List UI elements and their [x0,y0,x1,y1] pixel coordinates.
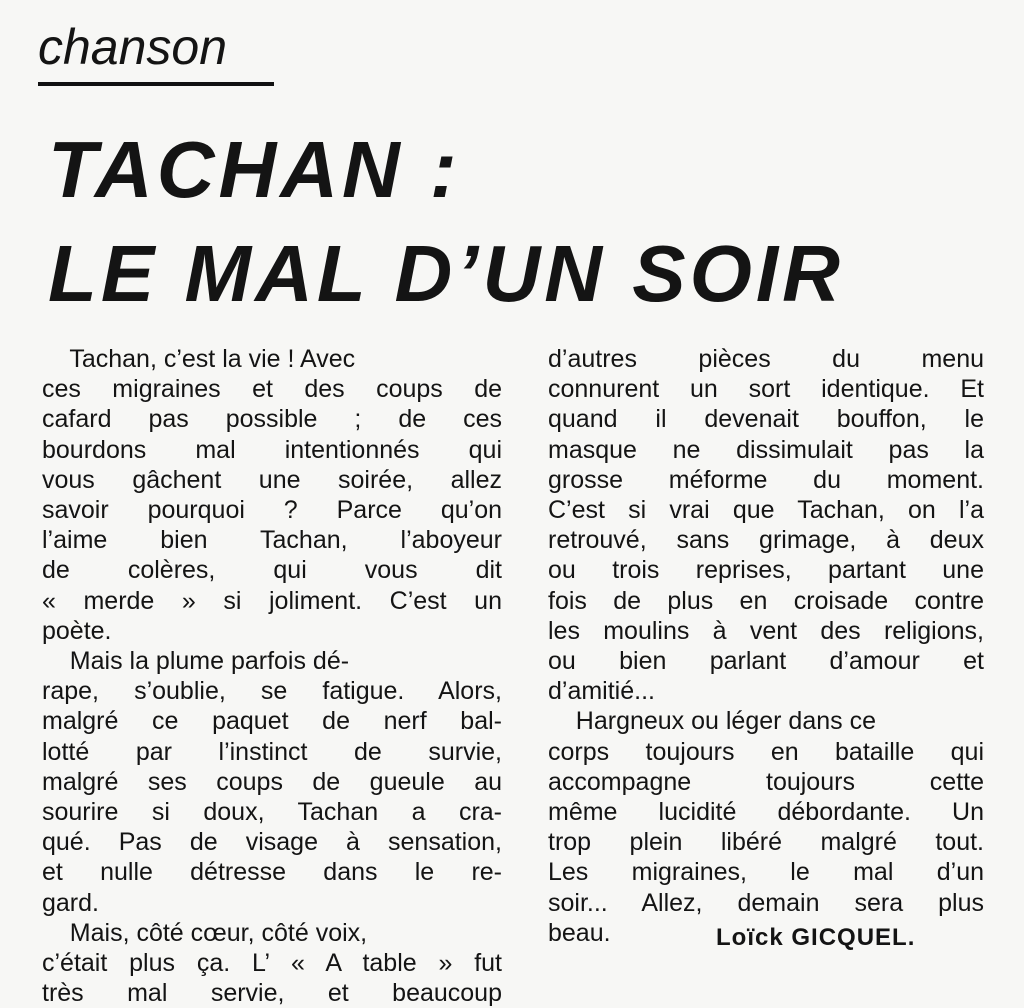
text-line: retrouvé, sans grimage, à deux [548,526,984,555]
text-line: Hargneux ou léger dans ce [548,707,876,736]
text-line: et nulle détresse dans le re- [42,858,502,887]
headline-line-2: LE MAL D’UN SOIR [48,229,844,318]
article-column-right [548,344,984,948]
text-line: ou bien parlant d’amour et [548,647,984,676]
text-line: fois de plus en croisade contre [548,586,984,615]
article-column-left [42,344,502,1008]
text-line: ces migraines et des coups de [42,375,502,404]
text-line: savoir pourquoi ? Parce qu’on [42,496,502,525]
text-line: c’était plus ça. L’ « A table » fut [42,949,502,978]
text-line: « merde » si joliment. C’est un [42,586,502,615]
text-line: l’aime bien Tachan, l’aboyeur [42,526,502,555]
text-line: ou trois reprises, partant une [548,556,984,585]
text-line: même lucidité débordante. Un [548,798,984,827]
rubric-underline [38,82,274,86]
text-line: connurent un sort identique. Et [548,375,984,404]
text-line: les moulins à vent des religions, [548,616,984,645]
author-signature: Loïck GICQUEL. [716,924,916,951]
text-line: gard. [42,888,99,917]
text-line: Mais, côté cœur, côté voix, [42,918,368,947]
text-line: bourdons mal intentionnés qui [42,435,502,464]
headline [48,118,1018,326]
text-line: quand il devenait bouffon, le [548,405,984,434]
text-line: poète. [42,616,112,645]
text-line: trop plein libéré malgré tout. [548,828,984,857]
text-line: très mal servie, et beaucoup [42,979,502,1008]
text-line: soir... Allez, demain sera plus [548,888,984,917]
text-line: Les migraines, le mal d’un [548,858,984,887]
text-line: vous gâchent une soirée, allez [42,465,502,494]
text-line: de colères, qui vous dit [42,556,502,585]
text-line: grosse méforme du moment. [548,465,984,494]
text-line: Tachan, c’est la vie ! Avec [42,345,356,373]
text-line: qué. Pas de visage à sensation, [42,828,502,857]
text-line: Mais la plume parfois dé- [42,647,350,676]
text-line: corps toujours en bataille qui [548,737,984,766]
text-line: lotté par l’instinct de survie, [42,737,502,766]
text-line: rape, s’oublie, se fatigue. Alors, [42,677,502,706]
text-line: cafard pas possible ; de ces [42,405,502,434]
text-line: C’est si vrai que Tachan, on l’a [548,496,984,525]
headline-line-1: TACHAN : [48,125,461,214]
text-line: accompagne toujours cette [548,767,984,796]
text-line: beau. [548,918,611,947]
text-line: malgré ses coups de gueule au [42,767,502,796]
text-line: malgré ce paquet de nerf bal- [42,707,502,736]
section-rubric: chanson [38,19,228,75]
text-line: d’autres pièces du menu [548,345,984,373]
text-line: masque ne dissimulait pas la [548,435,984,464]
text-line: sourire si doux, Tachan a cra- [42,798,502,827]
text-line: d’amitié... [548,677,655,706]
